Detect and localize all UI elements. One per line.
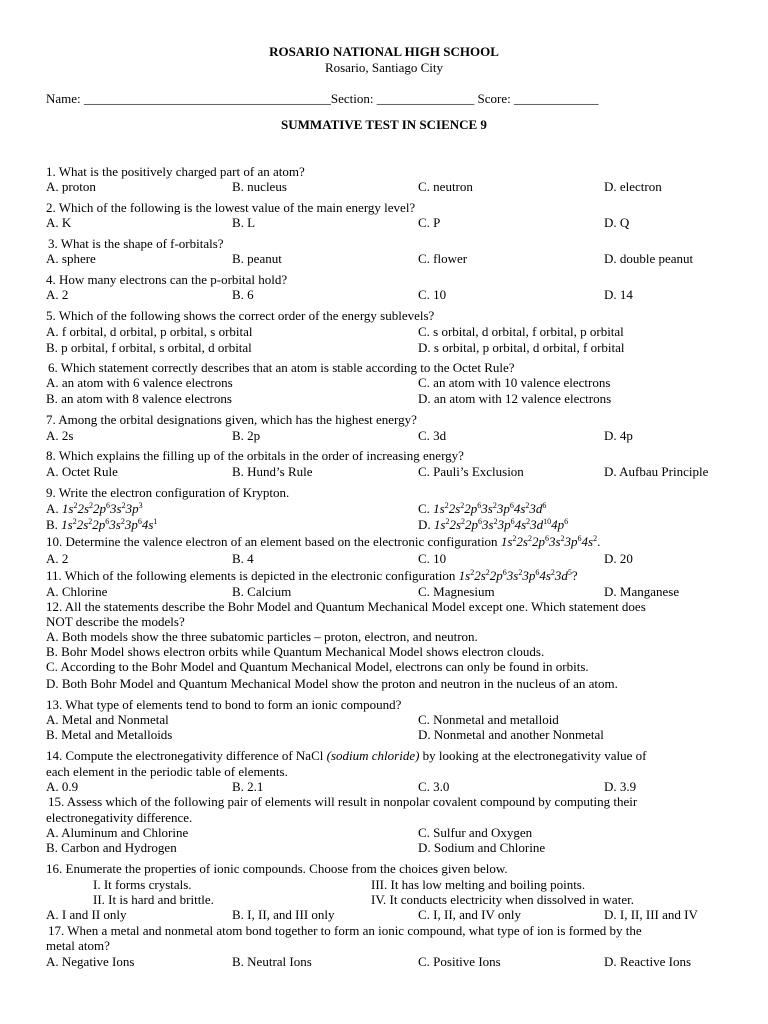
q13-choice-b: B. Metal and Metalloids — [46, 727, 173, 742]
question-5: 5. Which of the following shows the correct order of the energy sublevels? — [46, 308, 435, 323]
question-4: 4. How many electrons can the p-orbital hold? — [46, 272, 288, 287]
question-17-line-2: metal atom? — [46, 938, 110, 953]
question-12-line-1: 12. All the statements describe the Bohr Model and Quantum Mechanical Model except one. Which statement does — [46, 599, 646, 614]
q8-choice-b: B. Hund’s Rule — [232, 464, 313, 479]
q17-choice-b: B. Neutral Ions — [232, 954, 312, 969]
q12-choice-c: C. According to the Bohr Model and Quantum Mechanical Model, electrons can only be found in orbits. — [46, 659, 589, 674]
q1-choice-d: D. electron — [604, 179, 662, 194]
q3-choice-c: C. flower — [418, 251, 468, 266]
q5-choice-a: A. f orbital, d orbital, p orbital, s orbital — [46, 324, 253, 339]
q14-choice-a: A. 0.9 — [46, 779, 79, 794]
school-location: Rosario, Santiago City — [324, 60, 444, 75]
q15-choice-b: B. Carbon and Hydrogen — [46, 840, 177, 855]
q4-choice-a: A. 2 — [46, 287, 69, 302]
q14-text-end: by looking at the electronegativity value of — [419, 748, 647, 763]
q7-choice-d: D. 4p — [604, 428, 633, 443]
q11-choice-b: B. Calcium — [232, 584, 292, 599]
q8-choice-d: D. Aufbau Principle — [604, 464, 709, 479]
q6-choice-b: B. an atom with 8 valence electrons — [46, 391, 232, 406]
q9-choice-b-config: $1s^22s^22p^63s^23p^64s^1$ — [61, 517, 158, 532]
q10-choice-d: D. 20 — [604, 551, 633, 566]
question-1: 1. What is the positively charged part of an atom? — [46, 164, 305, 179]
q17-choice-d: D. Reactive Ions — [604, 954, 692, 969]
q16-statement-3: III. It has low melting and boiling points. — [371, 877, 586, 892]
q14-compound-name: (sodium chloride) — [326, 748, 420, 763]
question-14-line-1 — [46, 748, 647, 763]
q12-choice-b: B. Bohr Model shows electron orbits while Quantum Mechanical Model shows electron clouds. — [46, 644, 545, 659]
q10-text: 10. Determine the valence electron of an element based on the electronic configuration — [46, 534, 498, 549]
q3-choice-b: B. peanut — [232, 251, 282, 266]
q9-choice-d — [418, 517, 568, 532]
q9-choice-c-config: $1s^22s^22p^63s^23p^64s^23d^6$ — [433, 501, 547, 516]
q11-choice-c: C. Magnesium — [418, 584, 495, 599]
q17-choice-a: A. Negative Ions — [46, 954, 135, 969]
school-name: ROSARIO NATIONAL HIGH SCHOOL — [269, 44, 499, 59]
q1-choice-a: A. proton — [46, 179, 96, 194]
q9-choice-d-letter: D. — [418, 517, 434, 532]
q14-choice-c: C. 3.0 — [418, 779, 450, 794]
q4-choice-b: B. 6 — [232, 287, 254, 302]
q13-choice-a: A. Metal and Nonmetal — [46, 712, 169, 727]
question-15-line-2: electronegativity difference. — [46, 810, 193, 825]
q1-choice-b: B. nucleus — [232, 179, 287, 194]
q2-choice-a: A. K — [46, 215, 72, 230]
q12-choice-d: D. Both Bohr Model and Quantum Mechanical Model show the proton and neutron in the nucleus of an atom. — [46, 676, 618, 691]
q16-statement-1: I. It forms crystals. — [93, 877, 192, 892]
q5-choice-b: B. p orbital, f orbital, s orbital, d orbital — [46, 340, 252, 355]
q3-choice-d: D. double peanut — [604, 251, 694, 266]
q15-choice-c: C. Sulfur and Oxygen — [418, 825, 533, 840]
q16-statement-2: II. It is hard and brittle. — [93, 892, 214, 907]
q7-choice-b: B. 2p — [232, 428, 261, 443]
q16-choice-a: A. I and II only — [46, 907, 127, 922]
q2-choice-b: B. L — [232, 215, 256, 230]
q6-choice-d: D. an atom with 12 valence electrons — [418, 391, 612, 406]
q10-choice-c: C. 10 — [418, 551, 447, 566]
q9-choice-a — [46, 501, 143, 516]
q9-choice-c-letter: C. — [418, 501, 434, 516]
q2-choice-c: C. P — [418, 215, 441, 230]
q9-choice-a-letter: A. — [46, 501, 62, 516]
q11-choice-a: A. Chlorine — [46, 584, 108, 599]
q8-choice-a: A. Octet Rule — [46, 464, 118, 479]
q5-choice-d: D. s orbital, p orbital, d orbital, f orbital — [418, 340, 625, 355]
q2-choice-d: D. Q — [604, 215, 630, 230]
q4-choice-c: C. 10 — [418, 287, 447, 302]
q9-choice-d-config: $1s^22s^22p^63s^23p^64s^23d^{10}4p^6$ — [433, 517, 569, 532]
q14-text-start: 14. Compute the electronegativity difference of NaCl — [46, 748, 327, 763]
q11-text: 11. Which of the following elements is depicted in the electronic configuration — [46, 568, 456, 583]
q7-choice-a: A. 2s — [46, 428, 74, 443]
q6-choice-c: C. an atom with 10 valence electrons — [418, 375, 611, 390]
q7-choice-c: C. 3d — [418, 428, 447, 443]
question-12-line-2: NOT describe the models? — [46, 614, 185, 629]
question-7: 7. Among the orbital designations given, which has the highest energy? — [46, 412, 417, 427]
q11-end: ? — [571, 568, 578, 583]
q10-end: . — [597, 534, 601, 549]
q9-choice-b — [46, 517, 157, 532]
q10-choice-a: A. 2 — [46, 551, 69, 566]
q11-config: $1s^22s^22p^63s^23p^64s^23d^5$ — [458, 568, 572, 583]
q14-choice-d: D. 3.9 — [604, 779, 637, 794]
question-11 — [46, 568, 578, 583]
student-info-line: Name: ______________________________________Section: _______________ Score: _____________ — [46, 91, 599, 106]
q9-choice-a-config: $1s^22s^22p^63s^23p^3$ — [61, 501, 143, 516]
q13-choice-d: D. Nonmetal and another Nonmetal — [418, 727, 604, 742]
q9-choice-c — [418, 501, 546, 516]
q9-choice-b-letter: B. — [46, 517, 62, 532]
question-9: 9. Write the electron configuration of Krypton. — [46, 485, 290, 500]
question-2: 2. Which of the following is the lowest value of the main energy level? — [46, 200, 416, 215]
question-3: 3. What is the shape of f-orbitals? — [48, 236, 224, 251]
question-17-line-1: 17. When a metal and nonmetal atom bond together to form an ionic compound, what type of ion is formed by the — [48, 923, 642, 938]
q15-choice-d: D. Sodium and Chlorine — [418, 840, 546, 855]
question-8: 8. Which explains the filling up of the orbitals in the order of increasing energy? — [46, 448, 464, 463]
q5-choice-c: C. s orbital, d orbital, f orbital, p orbital — [418, 324, 624, 339]
q4-choice-d: D. 14 — [604, 287, 633, 302]
q14-choice-b: B. 2.1 — [232, 779, 264, 794]
question-14-line-2: each element in the periodic table of elements. — [46, 764, 288, 779]
q16-choice-b: B. I, II, and III only — [232, 907, 335, 922]
question-6: 6. Which statement correctly describes that an atom is stable according to the Octet Rule? — [48, 360, 515, 375]
q16-statement-4: IV. It conducts electricity when dissolved in water. — [371, 892, 634, 907]
q8-choice-c: C. Pauli’s Exclusion — [418, 464, 524, 479]
q12-choice-a: A. Both models show the three subatomic particles – proton, electron, and neutron. — [46, 629, 478, 644]
q10-config: $1s^22s^22p^63s^23p^64s^2$ — [500, 534, 598, 549]
q16-choice-c: C. I, II, and IV only — [418, 907, 522, 922]
question-10 — [46, 534, 600, 549]
q13-choice-c: C. Nonmetal and metalloid — [418, 712, 559, 727]
q15-choice-a: A. Aluminum and Chlorine — [46, 825, 189, 840]
question-15-line-1: 15. Assess which of the following pair of elements will result in nonpolar covalent compound by computing their — [48, 794, 638, 809]
question-16: 16. Enumerate the properties of ionic compounds. Choose from the choices given below. — [46, 861, 508, 876]
q6-choice-a: A. an atom with 6 valence electrons — [46, 375, 233, 390]
test-title: SUMMATIVE TEST IN SCIENCE 9 — [281, 117, 487, 132]
question-13: 13. What type of elements tend to bond to form an ionic compound? — [46, 697, 402, 712]
q16-choice-d: D. I, II, III and IV — [604, 907, 698, 922]
q17-choice-c: C. Positive Ions — [418, 954, 501, 969]
q3-choice-a: A. sphere — [46, 251, 96, 266]
q10-choice-b: B. 4 — [232, 551, 254, 566]
q11-choice-d: D. Manganese — [604, 584, 680, 599]
q1-choice-c: C. neutron — [418, 179, 473, 194]
